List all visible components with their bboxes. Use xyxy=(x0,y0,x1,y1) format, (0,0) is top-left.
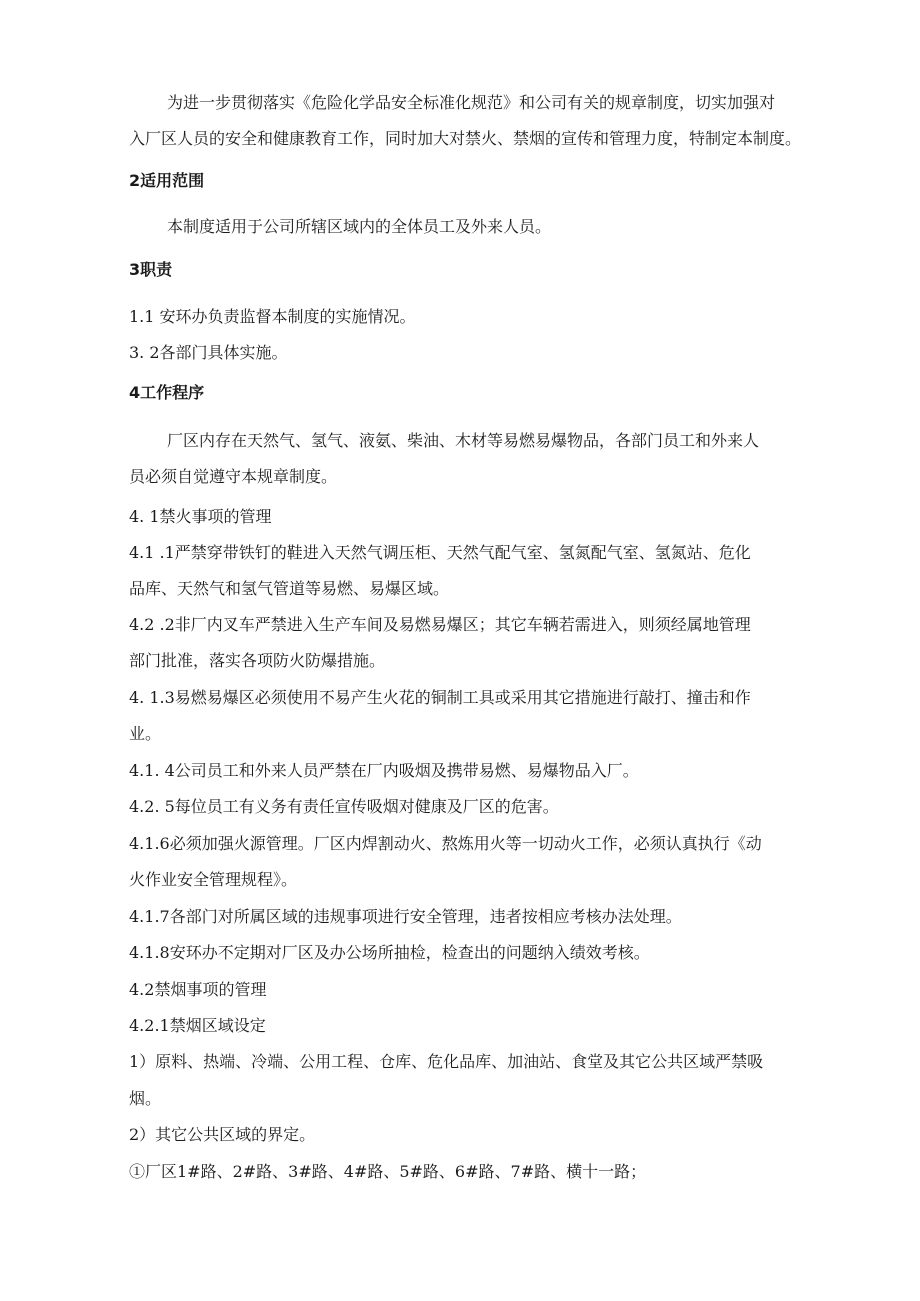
item-4-1-1-line-2: 品库、天然气和氢气管道等易燃、易爆区域。 xyxy=(129,579,450,598)
intro-line-2: 入厂区人员的安全和健康教育工作，同时加大对禁火、禁烟的宣传和管理力度，特制定本制度。 xyxy=(129,129,802,148)
item-4-1-8: 4.1.8安环办不定期对厂区及办公场所抽检，检查出的问题纳入绩效考核。 xyxy=(129,943,650,962)
list-item-2-a: ①厂区1#路、2#路、3#路、4#路、5#路、6#路、7#路、横十一路； xyxy=(129,1162,647,1181)
item-4-1-2-line-2: 部门批准，落实各项防火防爆措施。 xyxy=(129,651,386,670)
item-4-1-3-line-2: 业。 xyxy=(129,724,162,743)
list-item-2: 2）其它公共区域的界定。 xyxy=(129,1125,316,1144)
item-4-2-1: 4.2.1禁烟区域设定 xyxy=(129,1016,266,1035)
intro-line-1: 为进一步贯彻落实《危险化学品安全标准化规范》和公司有关的规章制度，切实加强对 xyxy=(167,93,776,112)
item-4-1-3-line-1: 4. 1.3易燃易爆区必须使用不易产生火花的铜制工具或采用其它措施进行敲打、撞击和作 xyxy=(129,688,751,707)
section-4-heading: 4工作程序 xyxy=(129,383,205,402)
section-3-heading: 3职责 xyxy=(129,260,173,279)
item-4-1-4: 4.1. 4公司员工和外来人员严禁在厂内吸烟及携带易燃、易爆物品入厂。 xyxy=(129,761,639,780)
section-2-body: 本制度适用于公司所辖区域内的全体员工及外来人员。 xyxy=(167,217,552,236)
section-3-item-2: 3. 2各部门具体实施。 xyxy=(129,343,288,362)
item-4-1-2-line-1: 4.2 .2非厂内叉车严禁进入生产车间及易燃易爆区；其它车辆若需进入，则须经属地管理 xyxy=(129,615,751,634)
item-4-1-5: 4.2. 5每位员工有义务有责任宣传吸烟对健康及厂区的危害。 xyxy=(129,797,559,816)
section-2-heading: 2适用范围 xyxy=(129,171,205,190)
section-4-intro-line-2: 员必须自觉遵守本规章制度。 xyxy=(129,467,338,486)
item-4-1-1-line-1: 4.1 .1严禁穿带铁钉的鞋进入天然气调压柜、天然气配气室、氢氮配气室、氢氮站、危化 xyxy=(129,543,751,562)
item-4-1-6-line-2: 火作业安全管理规程》。 xyxy=(129,870,298,889)
item-4-1-6-line-1: 4.1.6必须加强火源管理。厂区内焊割动火、熬炼用火等一切动火工作，必须认真执行《动 xyxy=(129,834,762,853)
subsection-4-2-title: 4.2禁烟事项的管理 xyxy=(129,980,267,999)
list-item-1-line-2: 烟。 xyxy=(129,1089,162,1108)
subsection-4-1-title: 4. 1禁火事项的管理 xyxy=(129,507,272,526)
section-4-intro-line-1: 厂区内存在天然气、氢气、液氨、柴油、木材等易燃易爆物品，各部门员工和外来人 xyxy=(167,431,760,450)
item-4-1-7: 4.1.7各部门对所属区域的违规事项进行安全管理，违者按相应考核办法处理。 xyxy=(129,907,682,926)
list-item-1-line-1: 1）原料、热端、冷端、公用工程、仓库、危化品库、加油站、食堂及其它公共区域严禁吸 xyxy=(129,1052,764,1071)
section-3-item-1: 1.1 安环办负责监督本制度的实施情况。 xyxy=(129,307,416,326)
